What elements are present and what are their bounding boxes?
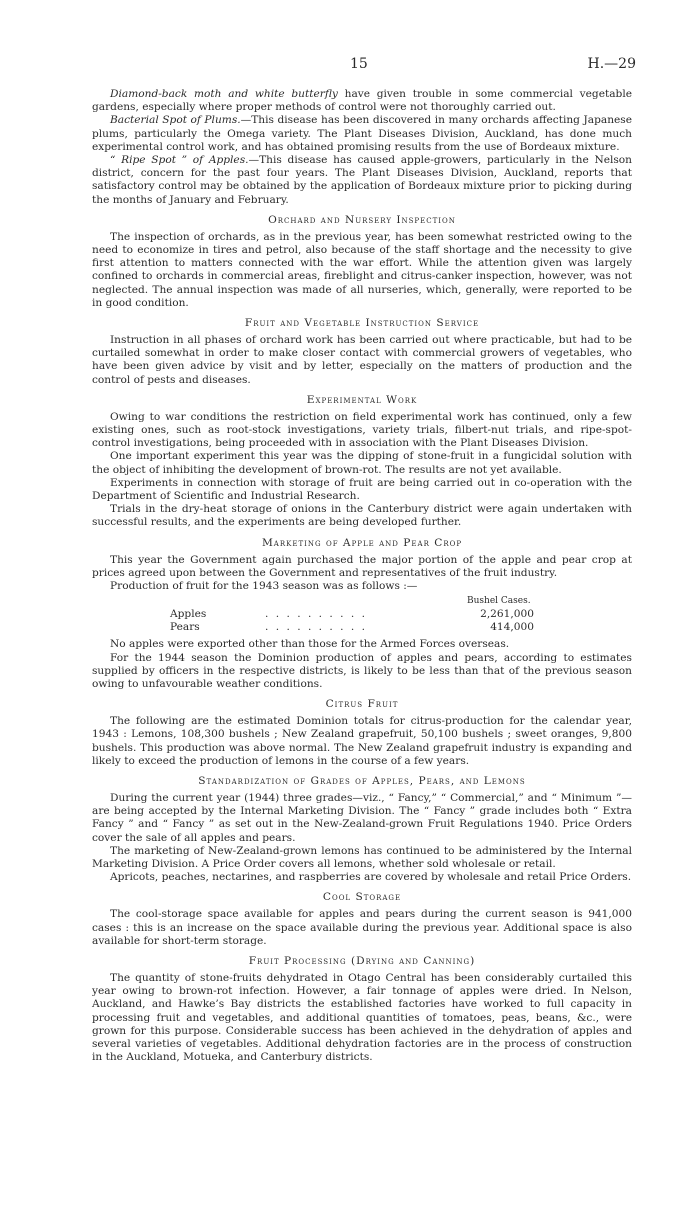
paragraph-text: —This disease has been discovered in many orchards affecting Japanese plums, particularly the Omega variety. The Plant Diseases Division, Auckland, has done much experimental control work, and has obtained promising results from the use of Bordeaux mixture. (92, 114, 632, 153)
paragraph-bacterial-spot (92, 114, 632, 154)
document-page (92, 56, 636, 1064)
heading-citrus-fruit: Citrus Fruit (325, 698, 399, 711)
run-in-label: Diamond-back moth and white butterfly (110, 88, 338, 100)
heading-marketing: Marketing of Apple and Pear Crop (261, 536, 463, 549)
paragraph: The quantity of stone-fruits dehydrated in Otago Central has been considerably curtailed this year owing to brown-rot infection. However, a fair tonnage of apples were dried. In Nelson, Auckland, and Hawke’s Bay districts the established factories have worked to full capacity in processing fruit and vegetables, and additional quantities of tomatoes, peas, beans, &c., were grown for this purpose. Considerable success has been achieved in the dehydration of apples and several varieties of vegetables. Additional dehydration factories are in the process of construction in the Auckland, Motueka, and Canterbury districts. (92, 971, 632, 1064)
paragraph: Production of fruit for the 1943 season was as follows :— (110, 580, 418, 593)
table-leader-dots: . . . . . . . . . . (265, 621, 367, 634)
run-in-label: “ Ripe Spot ” of Apples. (110, 154, 249, 167)
page-number: 15 (350, 56, 368, 72)
paragraph: The marketing of New-Zealand-grown lemons has continued to be administered by the Internal Marketing Division. A Price Order covers all lemons, whether sold wholesale or retail. (92, 844, 632, 870)
heading-fruit-processing: Fruit Processing (Drying and Canning) (248, 954, 476, 967)
paragraph: The following are the estimated Dominion totals for citrus-production for the calendar year, 1943 : Lemons, 108,300 bushels ; New Zealand grapefruit, 50,100 bushels ; sweet oranges, 9,800 bushels. This production was above normal. The New Zealand grapefruit industry is expanding and likely to exceed the production of lemons in the course of a few years. (92, 715, 632, 767)
heading-orchard-inspection: Orchard and Nursery Inspection (268, 213, 456, 226)
paragraph: This year the Government again purchased the major portion of the apple and pear crop at prices agreed upon between the Government and representatives of the fruit industry. (92, 553, 632, 579)
table-row-name: Apples (170, 608, 207, 621)
table-leader-dots: . . . . . . . . . . (265, 608, 367, 621)
paragraph: Apricots, peaches, nectarines, and raspberries are covered by wholesale and retail Price Orders. (110, 871, 632, 884)
paragraph-diamond-back-moth (92, 88, 632, 114)
run-in-label: Bacterial Spot of Plums. (110, 114, 241, 127)
heading-standardization: Standardization of Grades of Apples, Pears, and Lemons (198, 774, 526, 787)
paragraph: One important experiment this year was the dipping of stone-fruit in a fungicidal solution with the object of inhibiting the development of brown-rot. The results are not yet available. (92, 450, 632, 476)
paragraph: The inspection of orchards, as in the previous year, has been somewhat restricted owing to the need to economize in tires and petrol, also because of the staff shortage and the necessity to give first attention to matters connected with the war effort. While the attention given was largely confined to orchards in commercial areas, fireblight and citrus-canker inspection, however, was not neglected. The annual inspection was made of all nurseries, which, generally, were reported to be in good condition. (92, 230, 632, 309)
paragraph: For the 1944 season the Dominion production of apples and pears, according to estimates supplied by officers in the respective districts, is likely to be less than that of the previous season owing to unfavourable weather conditions. (92, 651, 632, 690)
table-row-value: 2,261,000 (480, 608, 534, 621)
heading-cool-storage: Cool Storage (322, 891, 402, 904)
table-row (170, 621, 534, 634)
paragraph-text: —This disease has caused apple-growers, particularly in the Nelson district, concern for the past four years. The Plant Diseases Division, Auckland, reports that satisfactory control may be obtained by the application of Bordeaux mixture prior to picking during the months of January and February. (92, 154, 633, 206)
paragraph: No apples were exported other than those for the Armed Forces overseas. (110, 638, 510, 651)
paragraph: The cool-storage space available for apples and pears during the current season is 941,000 cases : this is an increase on the space available during the previous year. Additional space is also available for short-term storage. (92, 908, 632, 947)
heading-experimental-work: Experimental Work (306, 393, 418, 406)
table-unit-header: Bushel Cases. (467, 596, 531, 607)
document-reference: H.—29 (587, 56, 636, 72)
table-row-value: 414,000 (490, 621, 534, 634)
paragraph: Instruction in all phases of orchard work has been carried out where practicable, but had to be curtailed somewhat in order to make closer contact with commercial growers of vegetables, who have been given advice by visit and by letter, especially on the matters of production and the control of pests and diseases. (92, 334, 632, 386)
page-header (92, 56, 636, 88)
paragraph: During the current year (1944) three grades—viz., “ Fancy,” “ Commercial,” and “ Minimum ”—are being accepted by the Internal Marketing Division. The “ Fancy ” grade includes both “ Extra Fancy ” and “ Fancy ” as set out in the New-Zealand-grown Fruit Regulations 1940. Price Orders cover the sale of all apples and pears. (92, 791, 632, 844)
paragraph-text: have given trouble in some commercial vegetable gardens, especially where proper methods of control were not thoroughly carried out. (92, 88, 632, 114)
table-row (170, 608, 534, 621)
table-row-name: Pears (170, 621, 200, 634)
heading-instruction-service: Fruit and Vegetable Instruction Service (244, 317, 480, 330)
paragraph: Trials in the dry-heat storage of onions in the Canterbury district were again undertaken with successful results, and the experiments are being developed further. (92, 503, 632, 529)
paragraph: Owing to war conditions the restriction on field experimental work has continued, only a few existing ones, such as root-stock investigations, variety trials, filbert-nut trials, and ripe-spot-control investigations, being proceeded with in association with the Plant Diseases Division. (92, 410, 632, 450)
paragraph: Experiments in connection with storage of fruit are being carried out in co-operation with the Department of Scientific and Industrial Research. (92, 476, 632, 503)
production-table (92, 595, 632, 635)
paragraph-ripe-spot (92, 154, 632, 207)
